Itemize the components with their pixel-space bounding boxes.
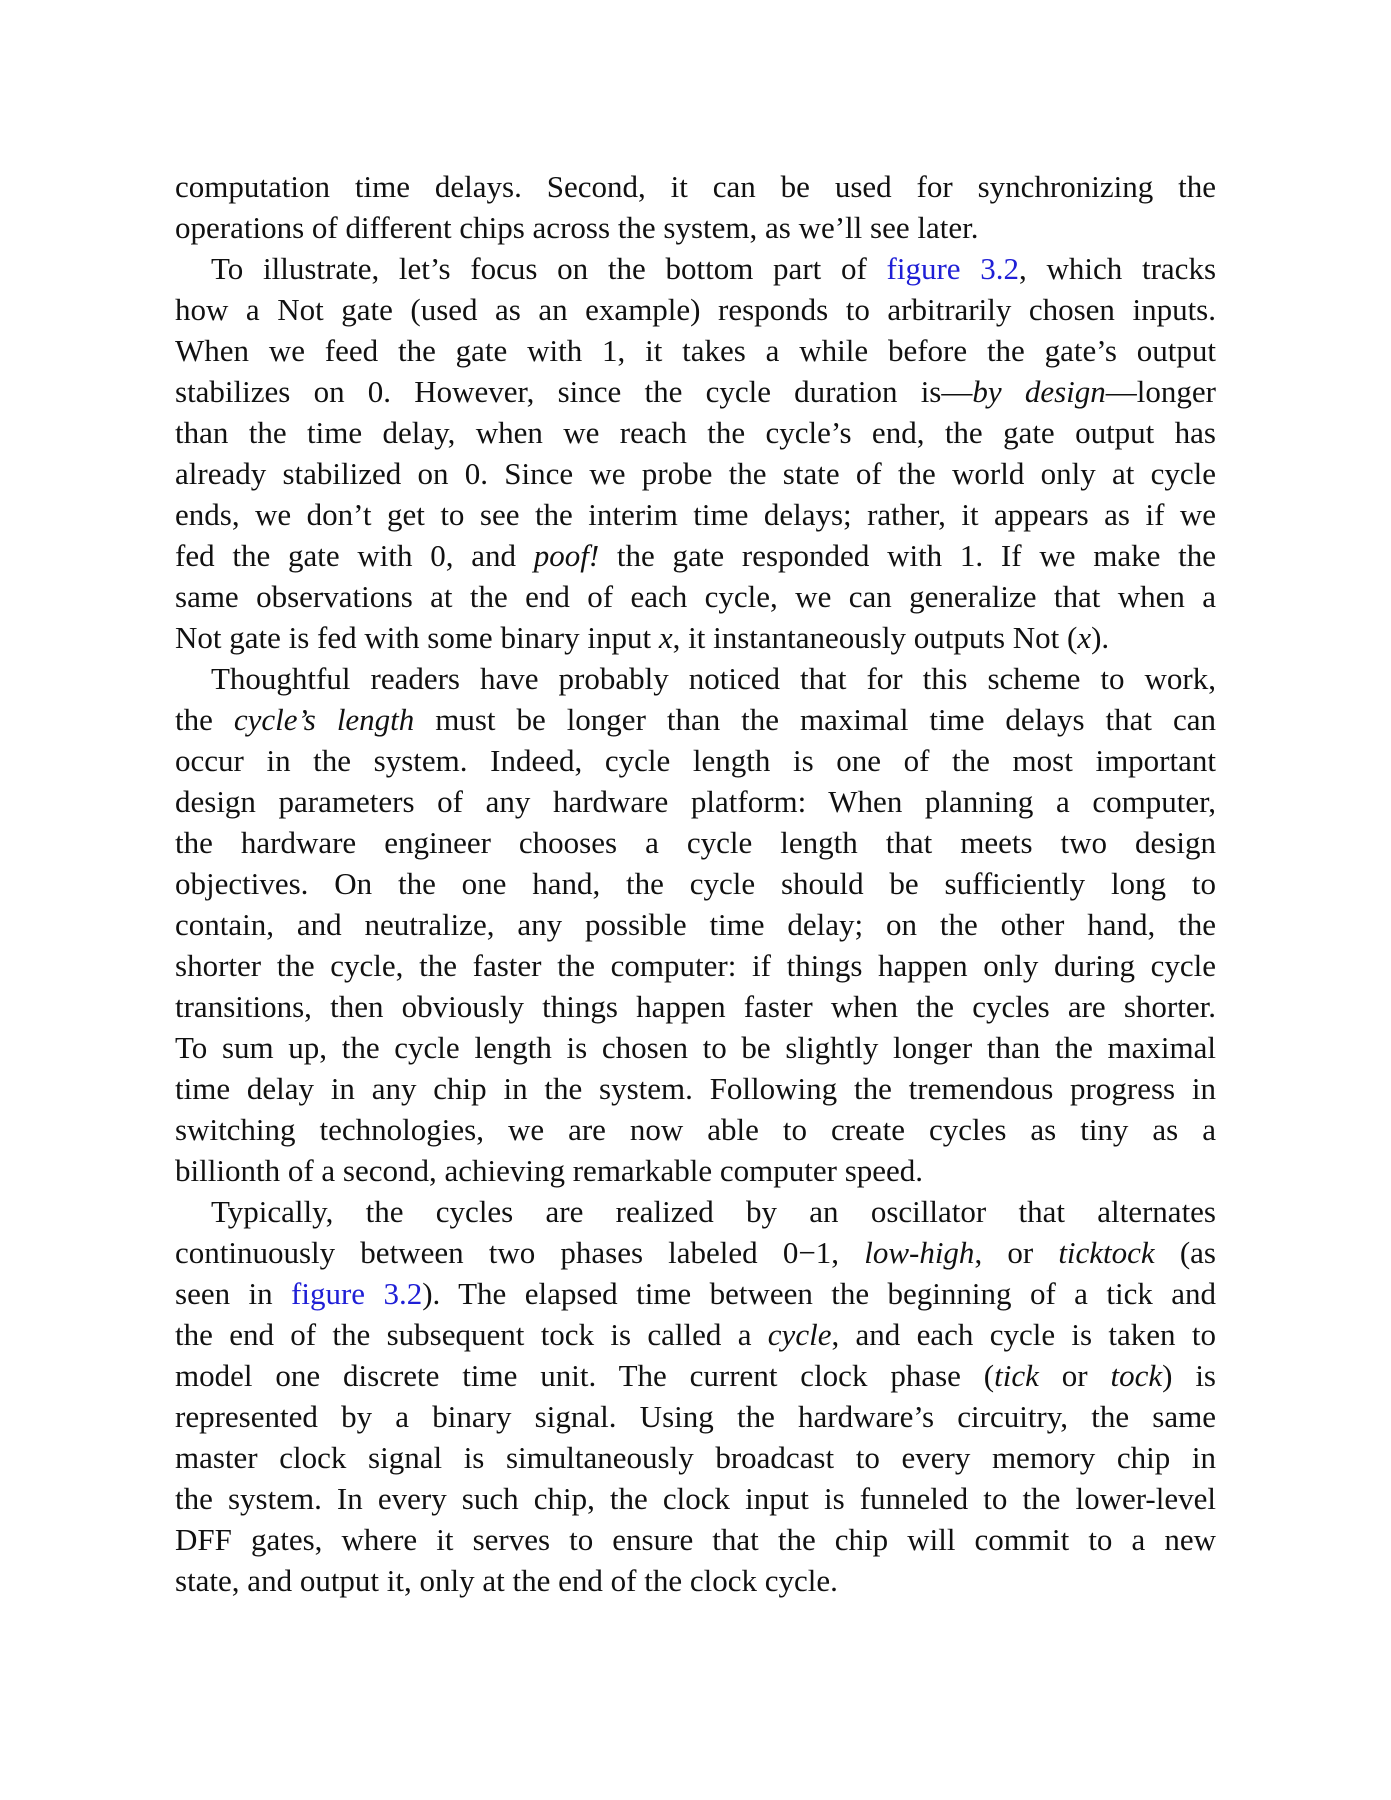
paragraph [175,658,1216,1191]
text: —longer [1105,374,1216,409]
text-line [175,617,1216,658]
text-line [175,1560,1216,1601]
text-line [175,207,1216,248]
text-line [175,1478,1216,1519]
italic-text: tick [994,1358,1039,1393]
paragraph [175,166,1216,248]
text-line [175,412,1216,453]
text: or [1038,1358,1111,1393]
text-line [175,453,1216,494]
text-line [175,535,1216,576]
text: To sum up, the cycle length is chosen to be slightly longer than the maximal [175,1030,1216,1065]
text: the hardware engineer chooses a cycle length that meets two design [175,825,1216,860]
italic-text: x [1077,620,1092,655]
text: fed the gate with 0, and [175,538,534,573]
italic-text: tock [1110,1358,1163,1393]
italic-text: cycle [767,1317,832,1352]
text-line [175,1191,1216,1232]
text: already stabilized on 0. Since we probe the state of the world only at cycle [175,456,1216,491]
text: ). [1091,620,1110,655]
figure-link[interactable]: figure 3.2 [291,1276,423,1311]
text: , and each cycle is taken to [831,1317,1216,1352]
text: stabilizes on 0. However, since the cycle duration is— [175,374,973,409]
text-line [175,1437,1216,1478]
text: switching technologies, we are now able to create cycles as tiny as a [175,1112,1216,1147]
text-line [175,781,1216,822]
text-line [175,699,1216,740]
text-line [175,1314,1216,1355]
text-line [175,1150,1216,1191]
text: the [175,702,234,737]
text: Typically, the cycles are realized by an oscillator that alternates [211,1194,1216,1229]
text: same observations at the end of each cycle, we can generalize that when a [175,579,1216,614]
text-line [175,1273,1216,1314]
text: operations of different chips across the system, as we’ll see later. [175,210,979,245]
text-line [175,658,1216,699]
text-line [175,576,1216,617]
text: computation time delays. Second, it can be used for synchronizing the [175,169,1216,204]
text: ). The elapsed time between the beginning of a tick and [422,1276,1216,1311]
text: , it instantaneously outputs Not ( [672,620,1078,655]
italic-text: cycle’s length [233,702,415,737]
text: master clock signal is simultaneously broadcast to every memory chip in [175,1440,1216,1475]
paragraph [175,1191,1216,1601]
text-line [175,1068,1216,1109]
text-line [175,494,1216,535]
text: DFF gates, where it serves to ensure that the chip will commit to a new [175,1522,1216,1557]
text: , or [974,1235,1059,1270]
text: how a Not gate (used as an example) responds to arbitrarily chosen inputs. [175,292,1216,327]
text: transitions, then obviously things happen faster when the cycles are shorter. [175,989,1216,1024]
text-line [175,371,1216,412]
text: Thoughtful readers have probably noticed that for this scheme to work, [211,661,1216,696]
text: seen in [175,1276,292,1311]
text: represented by a binary signal. Using the hardware’s circuitry, the same [175,1399,1216,1434]
text-line [175,904,1216,945]
italic-text: by design [972,374,1106,409]
text: When we feed the gate with 1, it takes a while before the gate’s output [175,333,1216,368]
text: , which tracks [1019,251,1216,286]
text-line [175,166,1216,207]
text-line [175,1232,1216,1273]
text: Not gate is fed with some binary input [175,620,659,655]
text-line [175,1109,1216,1150]
text-line [175,986,1216,1027]
italic-text: low-high [864,1235,975,1270]
text-line [175,863,1216,904]
text: ends, we don’t get to see the interim time delays; rather, it appears as if we [175,497,1216,532]
italic-text: poof! [533,538,600,573]
text: continuously between two phases labeled 0−1, [175,1235,865,1270]
figure-link[interactable]: figure 3.2 [886,251,1020,286]
text-line [175,1519,1216,1560]
text: time delay in any chip in the system. Following the tremendous progress in [175,1071,1216,1106]
text: the end of the subsequent tock is called a [175,1317,768,1352]
text: the system. In every such chip, the clock input is funneled to the lower-level [175,1481,1216,1516]
text-line [175,1396,1216,1437]
italic-text: ticktock [1058,1235,1155,1270]
text: than the time delay, when we reach the cycle’s end, the gate output has [175,415,1216,450]
text: ) is [1162,1358,1216,1393]
text-line [175,945,1216,986]
book-page-body [175,166,1216,1601]
text-line [175,1027,1216,1068]
text: state, and output it, only at the end of the clock cycle. [175,1563,838,1598]
text-line [175,1355,1216,1396]
italic-text: x [658,620,673,655]
text-line [175,289,1216,330]
text-line [175,822,1216,863]
text: contain, and neutralize, any possible time delay; on the other hand, the [175,907,1216,942]
text-line [175,248,1216,289]
text: (as [1154,1235,1216,1270]
text: To illustrate, let’s focus on the bottom part of [211,251,887,286]
text: model one discrete time unit. The current clock phase ( [175,1358,995,1393]
text-line [175,330,1216,371]
text: billionth of a second, achieving remarkable computer speed. [175,1153,924,1188]
text: occur in the system. Indeed, cycle length is one of the most important [175,743,1216,778]
text-line [175,740,1216,781]
text: design parameters of any hardware platform: When planning a computer, [175,784,1216,819]
paragraph [175,248,1216,658]
text: must be longer than the maximal time delays that can [414,702,1216,737]
text: objectives. On the one hand, the cycle should be sufficiently long to [175,866,1216,901]
text: shorter the cycle, the faster the computer: if things happen only during cycle [175,948,1216,983]
text: the gate responded with 1. If we make the [599,538,1216,573]
